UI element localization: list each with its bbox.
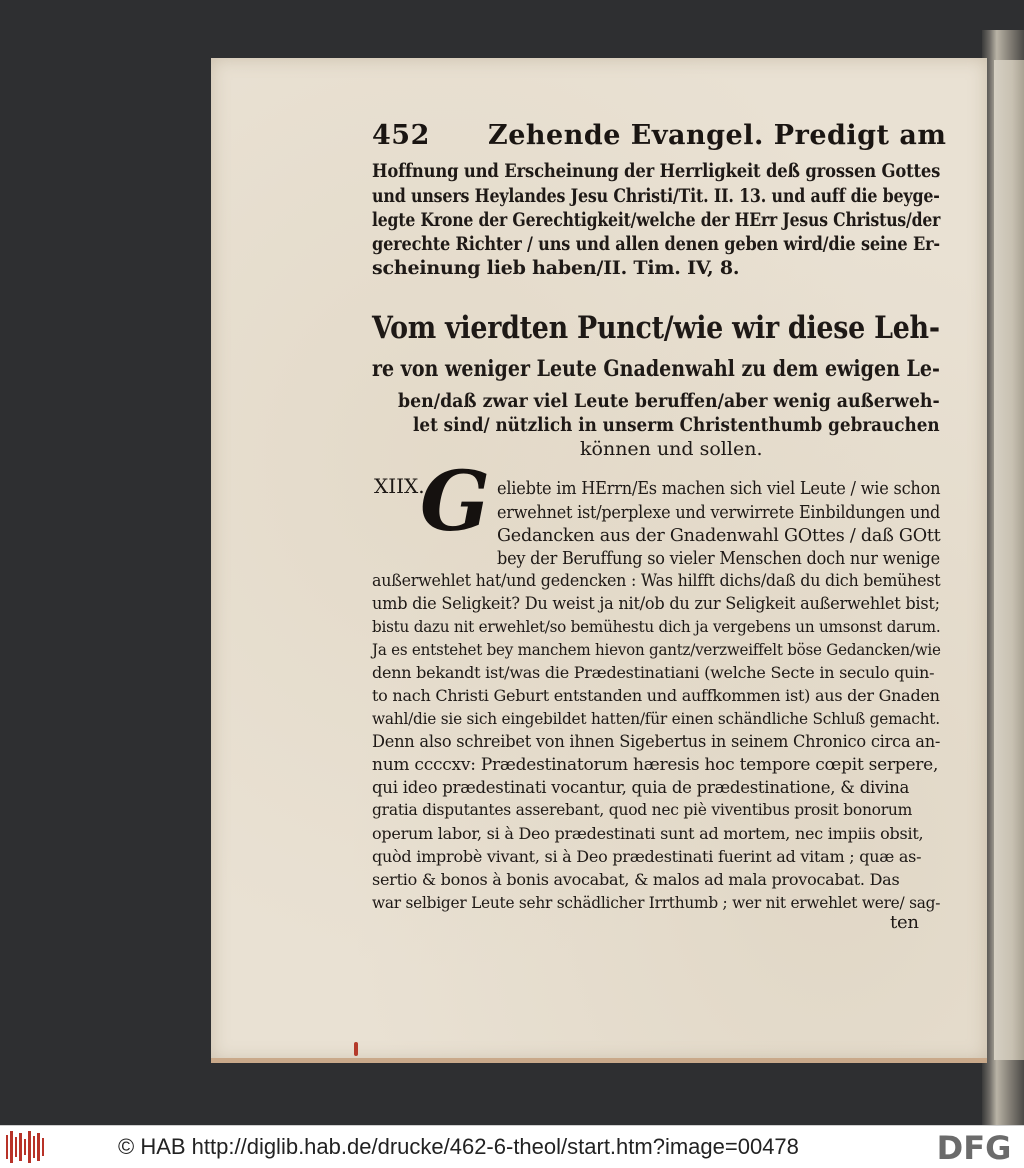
intro-line: und unsers Heylandes Jesu Christi/Tit. II. 13. und auff die beyge- (372, 185, 940, 207)
body-line: Denn also schreibet von ihnen Sigebertus in seinem Chronico circa an- (372, 732, 941, 751)
intro-line: Hoffnung und Erscheinung der Herrligkeit deß grossen Gottes (372, 160, 941, 182)
body-line: war selbiger Leute sehr schädlicher Irrthumb ; wer nit erwehlet were/ sag- (372, 893, 941, 912)
body-line: quòd improbè vivant, si à Deo prædestinati fuerint ad vitam ; quæ as- (372, 847, 922, 866)
dfg-logo-text: DFG (936, 1130, 1012, 1164)
drop-cap: G (419, 454, 491, 550)
body-line: außerwehlet hat/und gedencken : Was hilfft dichs/daß du dich bemühest (372, 571, 941, 590)
next-page-edge (994, 60, 1024, 1060)
body-line: erwehnet ist/perplexe und verwirrete Einbildungen und (497, 502, 941, 523)
body-line: bistu dazu nit erwehlet/so bemühestu dich ja vergebens un umsonst darum. (372, 617, 941, 636)
intro-line: scheinung lieb haben/II. Tim. IV, 8. (372, 257, 740, 279)
body-line: Ja es entstehet bey manchem hievon gantz/verzweiffelt böse Gedancken/wie (372, 640, 941, 659)
body-line: umb die Seligkeit? Du weist ja nit/ob du zur Seligkeit außerwehlet bist; (372, 594, 940, 613)
dfg-logo (928, 1130, 1020, 1164)
section-title-line: let sind/ nützlich in unserm Christenthumb gebrauchen (413, 414, 940, 436)
body-line: gratia disputantes asserebant, quod nec piè viventibus prosit bonorum (372, 801, 913, 819)
copyright-link[interactable]: © HAB http://diglib.hab.de/drucke/462-6-theol/start.htm?image=00478 (118, 1134, 799, 1159)
page-bottom-edge (211, 1058, 987, 1063)
body-line: operum labor, si à Deo prædestinati sunt ad mortem, nec impiis obsit, (372, 824, 924, 843)
body-line: Gedancken aus der Gnadenwahl GOttes / daß GOtt (497, 525, 941, 546)
body-line: to nach Christi Geburt entstanden und auffkommen ist) aus der Gnaden (372, 686, 940, 705)
footer-bar (0, 1125, 1024, 1168)
section-title-line: re von weniger Leute Gnadenwahl zu dem ewigen Le- (372, 356, 940, 382)
page-number: 452 (372, 120, 430, 151)
body-line: qui ideo prædestinati vocantur, quia de prædestinatione, & divina (372, 778, 910, 797)
body-line: num ccccxv: Prædestinatorum hæresis hoc tempore cœpit serpere, (372, 755, 939, 775)
barcode-icon (6, 1131, 46, 1163)
body-line: wahl/die sie sich eingebildet hatten/für einen schändliche Schluß gemacht. (372, 709, 940, 728)
body-line: sertio & bonos à bonis avocabat, & malos ad mala provocabat. Das (372, 870, 900, 889)
red-ink-mark (354, 1042, 358, 1056)
body-line: bey der Beruffung so vieler Menschen doch nur wenige (497, 548, 940, 569)
catchword: ten (890, 912, 919, 933)
section-title-line: ben/daß zwar viel Leute beruffen/aber wenig außerweh- (398, 390, 940, 412)
intro-line: legte Krone der Gerechtigkeit/welche der HErr Jesus Christus/der (372, 209, 941, 231)
section-title-line: können und sollen. (580, 438, 763, 460)
running-title: Zehende Evangel. Predigt am (488, 120, 947, 151)
section-number: XIIX. (374, 474, 425, 498)
section-title-line: Vom vierdten Punct/wie wir diese Leh- (372, 310, 940, 346)
body-line: denn bekandt ist/was die Prædestinatiani (welche Secte in seculo quin- (372, 663, 935, 682)
intro-line: gerechte Richter / uns und allen denen geben wird/die seine Er- (372, 233, 940, 255)
body-line: eliebte im HErrn/Es machen sich viel Leute / wie schon (497, 478, 941, 499)
